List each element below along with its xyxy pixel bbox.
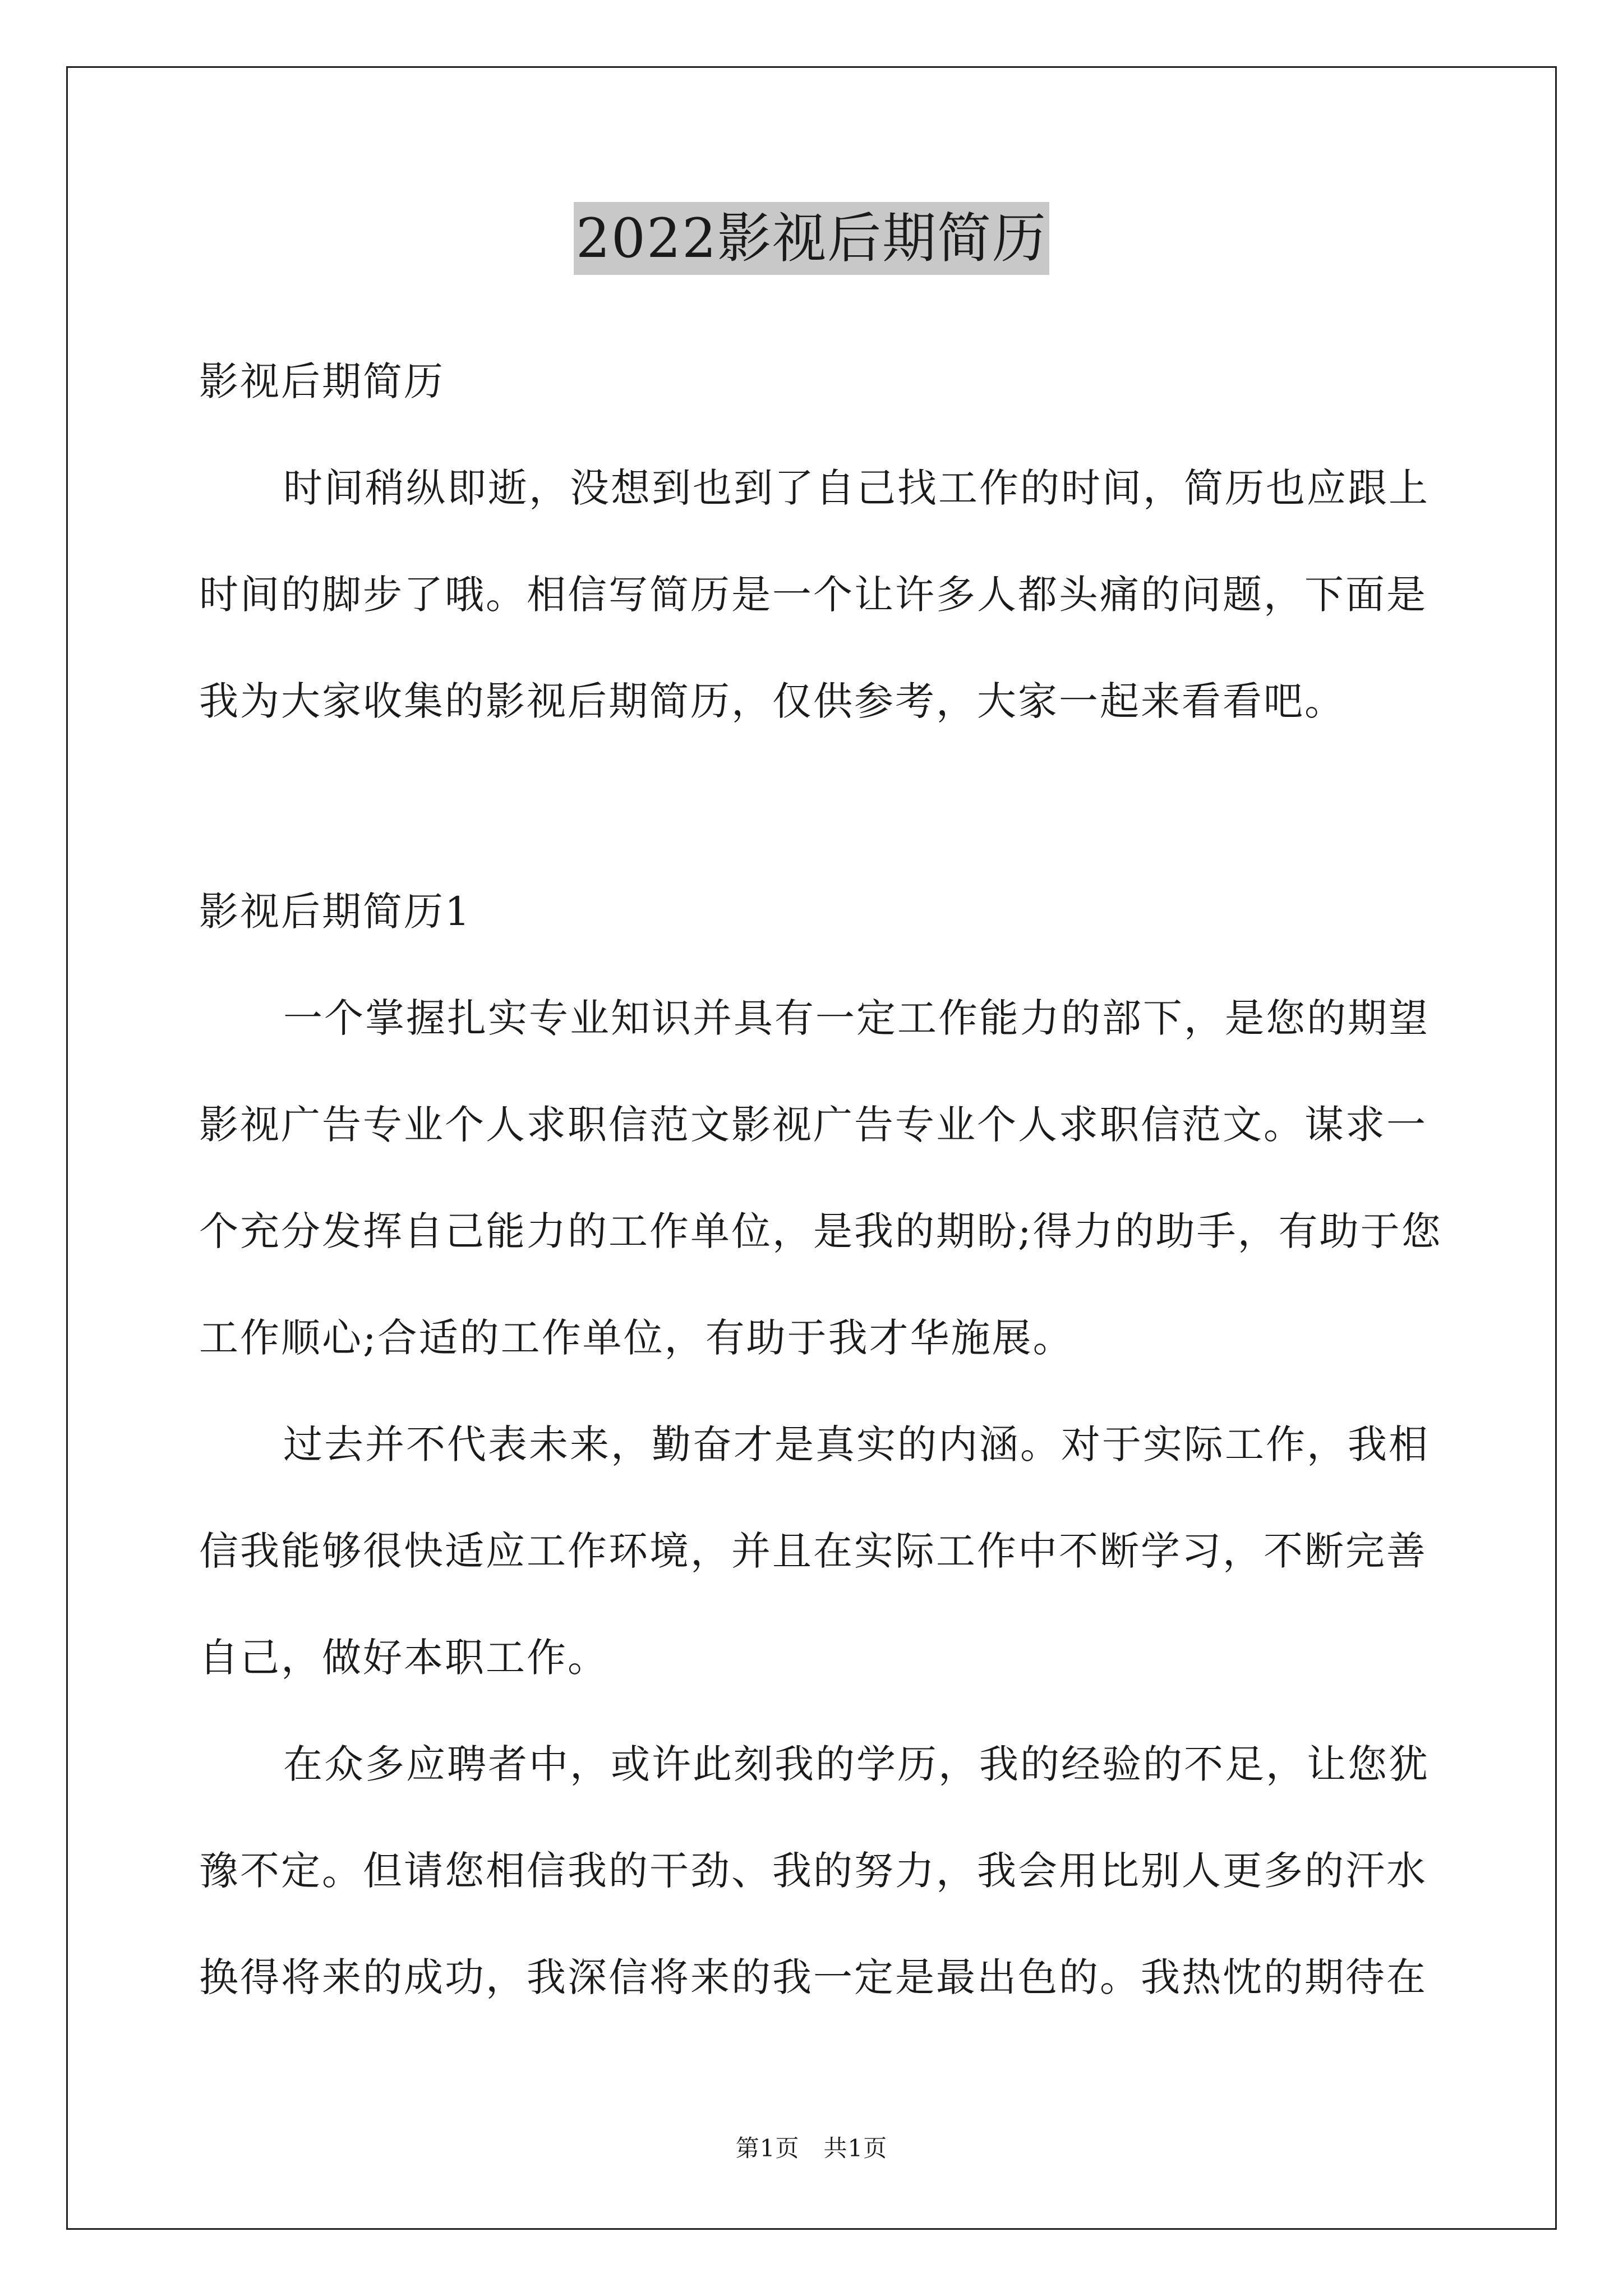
intro-line: 我为大家收集的影视后期简历，仅供参考，大家一起来看看吧。 <box>199 678 1345 724</box>
paragraph-line: 一个掌握扎实专业知识并具有一定工作能力的部下，是您的期望 <box>283 995 1430 1041</box>
intro-line: 时间的脚步了哦。相信写简历是一个让许多人都头痛的问题，下面是 <box>199 572 1427 618</box>
paragraph-line: 自己，做好本职工作。 <box>199 1635 608 1681</box>
intro-line: 时间稍纵即逝，没想到也到了自己找工作的时间，简历也应跟上 <box>283 465 1430 511</box>
paragraph-line: 工作顺心;合适的工作单位，有助于我才华施展。 <box>199 1315 1074 1361</box>
page-footer: 第1页 共1页 <box>735 2134 888 2162</box>
paragraph-line: 换得将来的成功，我深信将来的我一定是最出色的。我热忱的期待在 <box>199 1954 1427 2000</box>
paragraph-line: 豫不定。但请您相信我的干劲、我的努力，我会用比别人更多的汗水 <box>199 1848 1427 1894</box>
title-container <box>0 202 1623 275</box>
paragraph-line: 信我能够很快适应工作环境，并且在实际工作中不断学习，不断完善 <box>199 1528 1427 1574</box>
section-heading: 影视后期简历1 <box>199 889 472 935</box>
paragraph-line: 在众多应聘者中，或许此刻我的学历，我的经验的不足，让您犹 <box>283 1741 1430 1787</box>
document-title: 2022影视后期简历 <box>574 202 1049 275</box>
document-subtitle: 影视后期简历 <box>199 358 445 404</box>
paragraph-line: 过去并不代表未来，勤奋才是真实的内涵。对于实际工作，我相 <box>283 1421 1430 1467</box>
paragraph-line: 影视广告专业个人求职信范文影视广告专业个人求职信范文。谋求一 <box>199 1102 1427 1148</box>
paragraph-line: 个充分发挥自己能力的工作单位，是我的期盼;得力的助手，有助于您 <box>199 1208 1442 1254</box>
